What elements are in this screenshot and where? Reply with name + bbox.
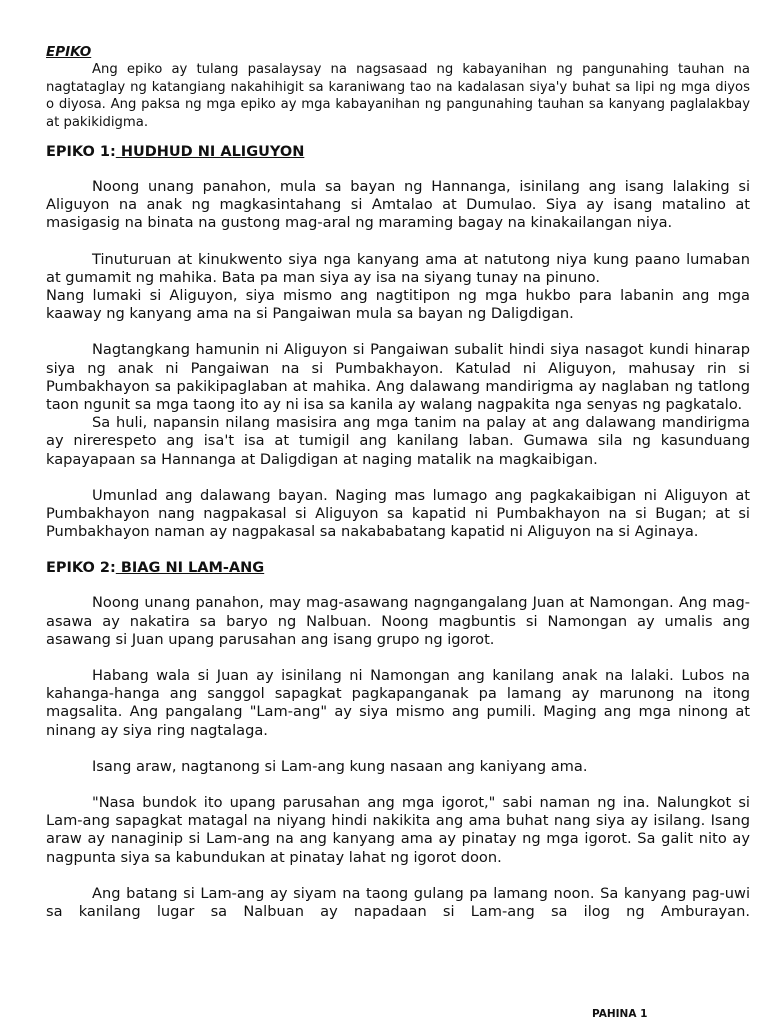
- intro-paragraph: Ang epiko ay tulang pasalaysay na nagsasaad ng kabayanihan ng pangunahing tauhan na nagtataglay ng katangiang nakahihigit sa karaniwang tao na kadalasan siya'y buhat sa lipi ng mga diyos o diyosa. Ang paksa ng mga epiko ay mga kabayanihan ng pangunahing tauhan sa kanyang paglalakbay at pakikidigma.: [46, 62, 750, 130]
- epic1-paragraph-2: Tinuturuan at kinukwento siya nga kanyang ama at natutong niya kung paano lumaban at gumamit ng mahika. Bata pa man siya ay isa na siyang tunay na pinuno.: [46, 250, 750, 286]
- epic2-paragraph-5: Ang batang si Lam-ang ay siyam na taong gulang pa lamang noon. Sa kanyang pag-uwi sa kanilang lugar sa Nalbuan ay napadaan si Lam-ang sa ilog ng Amburayan.: [46, 884, 750, 921]
- epic1-paragraph-6: Umunlad ang dalawang bayan. Naging mas lumago ang pagkakaibigan ni Aliguyon at Pumbakhayon nang nagpakasal si Aliguyon sa kapatid ni Pumbakhayon na si Bugan; at si Pumbakhayon naman ay nagpakasal sa nakababatang kapatid ni Aliguyon na si Aginaya.: [46, 486, 750, 541]
- epic1-paragraph-4: Nagtangkang hamunin ni Aliguyon si Pangaiwan subalit hindi siya nasagot kundi hinarap siya ng anak ni Pangaiwan na si Pumbakhayon. Katulad ni Aliguyon, mahusay rin si Pumbakhayon sa pakikipaglaban at mahika. Ang dalawang mandirigma ay naglaban ng tatlong taon ngunit sa mga taong ito ay ni isa sa kanila ay walang nagpakita nga senyas ng pagkatalo.: [46, 341, 750, 414]
- epic1-label: EPIKO 1:: [46, 144, 116, 160]
- epic2-paragraph-1: Noong unang panahon, may mag-asawang nagngangalang Juan at Namongan. Ang mag-asawa ay nakatira sa baryo ng Nalbuan. Noong magbuntis si Namongan ay umalis ang asawang si Juan upang parusahan ang isang grupo ng igorot.: [46, 594, 750, 648]
- epic1-title: HUDHUD NI ALIGUYON: [115, 144, 305, 160]
- epic2-paragraph-3: Isang araw, nagtanong si Lam-ang kung nasaan ang kaniyang ama.: [92, 757, 588, 775]
- epic1-heading: [46, 143, 750, 162]
- epic1-paragraph-5: Sa huli, napansin nilang masisira ang mga tanim na palay at ang dalawang mandirigma ay nirerespeto ang isa't isa at tumigil ang kanilang laban. Gumawa sila ng kasunduang kapayapaan sa Hannanga at Daligdigan at naging matalik na magkaibigan.: [46, 414, 750, 468]
- epic1-paragraph-1: Noong unang panahon, mula sa bayan ng Hannanga, isinilang ang isang lalaking si Aliguyon na anak ng magkasintahang si Amtalao at Dumulao. Siya ay isang matalino at masigasig na binata na gustong mag-aral ng maraming bagay na kinakailangan niya.: [46, 178, 750, 232]
- epic2-label: EPIKO 2:: [46, 560, 116, 577]
- epic2-title: BIAG NI LAM-ANG: [115, 560, 265, 577]
- document-page: [46, 44, 750, 939]
- epic2-heading: [46, 559, 750, 578]
- section-title-epiko: EPIKO: [46, 44, 92, 60]
- epic2-paragraph-2: Habang wala si Juan ay isinilang ni Namongan ang kanilang anak na lalaki. Lubos na kahanga-hanga ang sanggol sapagkat pagkapanganak pa lamang ay marunong na itong magsalita. Ang pangalang "Lam-ang" ay siya mismo ang pumili. Maging ang mga ninong at ninang ay siya ring nagtalaga.: [46, 667, 750, 739]
- epic1-paragraph-3: Nang lumaki si Aliguyon, siya mismo ang nagtitipon ng mga hukbo para labanin ang mga kaaway ng kanyang ama na si Pangaiwan mula sa bayan ng Daligdigan.: [46, 287, 750, 323]
- page-number: PAHINA 1: [592, 1008, 648, 1020]
- epic2-paragraph-4: "Nasa bundok ito upang parusahan ang mga igorot," sabi naman ng ina. Nalungkot si Lam-ang sapagkat matagal na niyang hindi nakikita ang ama buhat nang siya ay isilang. Isang araw ay nanaginip si Lam-ang na ang kanyang ama ay pinatay ng mga igorot. Sa galit nito ay nagpunta siya sa kabundukan at pinatay lahat ng igorot doon.: [46, 794, 750, 866]
